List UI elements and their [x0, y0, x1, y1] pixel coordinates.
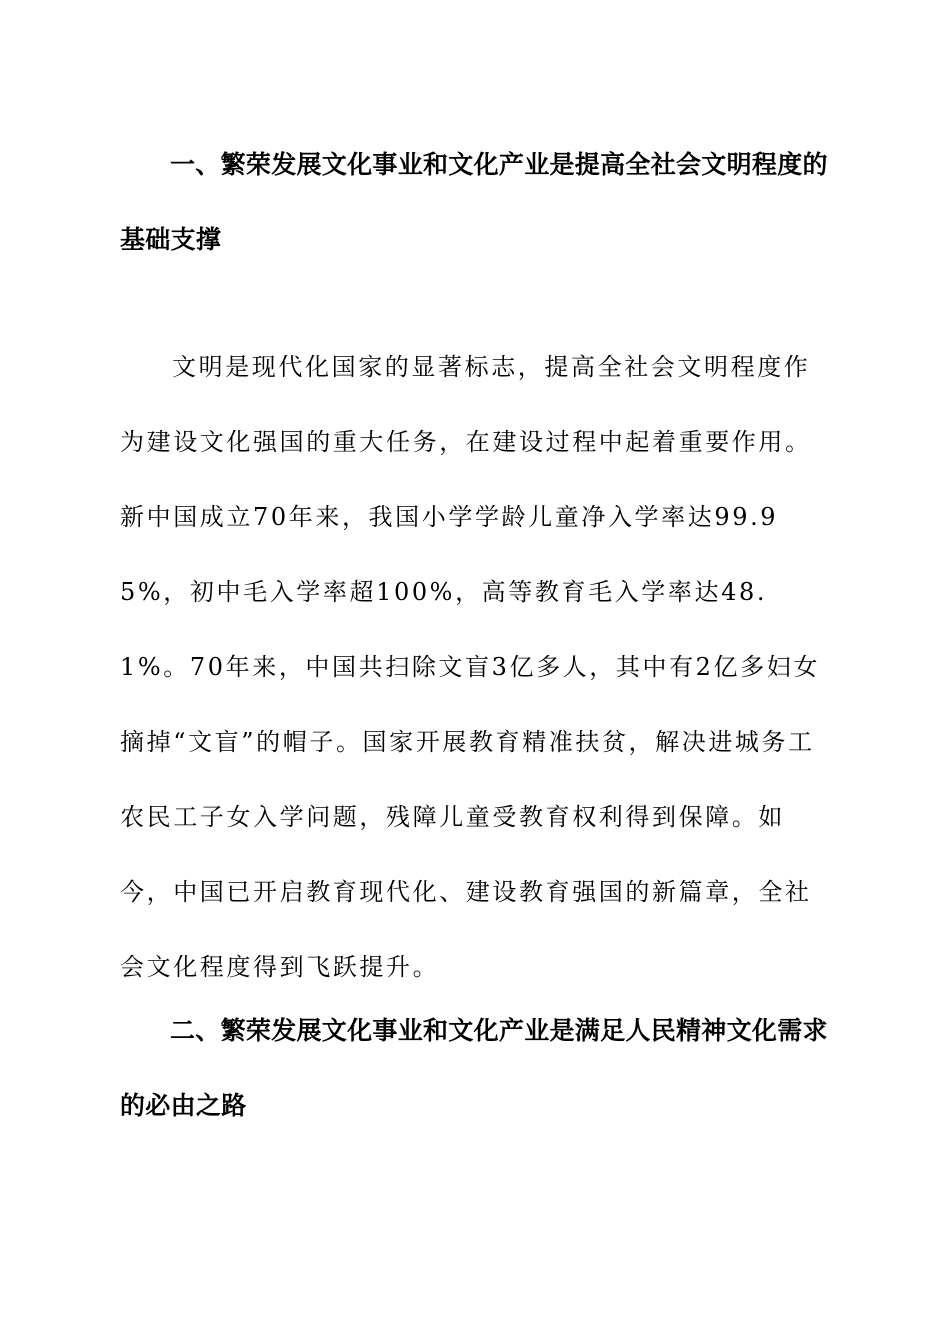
section-heading-2: 二、繁荣发展文化事业和文化产业是满足人民精神文化需求的必由之路 [120, 1016, 828, 1120]
section-heading-1: 一、繁荣发展文化事业和文化产业是提高全社会文明程度的基础支撑 [120, 150, 828, 254]
section-paragraph-1: 文明是现代化国家的显著标志，提高全社会文明程度作为建设文化强国的重大任务，在建设过程中起着重要作用。新中国成立70年来，我国小学学龄儿童净入学率达99.95%，初中毛入学率超100%，高等教育毛入学率达48.1%。70年来，中国共扫除文盲3亿多人，其中有2亿多妇女摘掉“文盲”的帽子。国家开展教育精准扶贫，解决进城务工农民工子女入学问题，残障儿童受教育权利得到保障。如今，中国已开启教育现代化、建设教育强国的新篇章，全社会文化程度得到飞跃提升。 [120, 353, 820, 981]
